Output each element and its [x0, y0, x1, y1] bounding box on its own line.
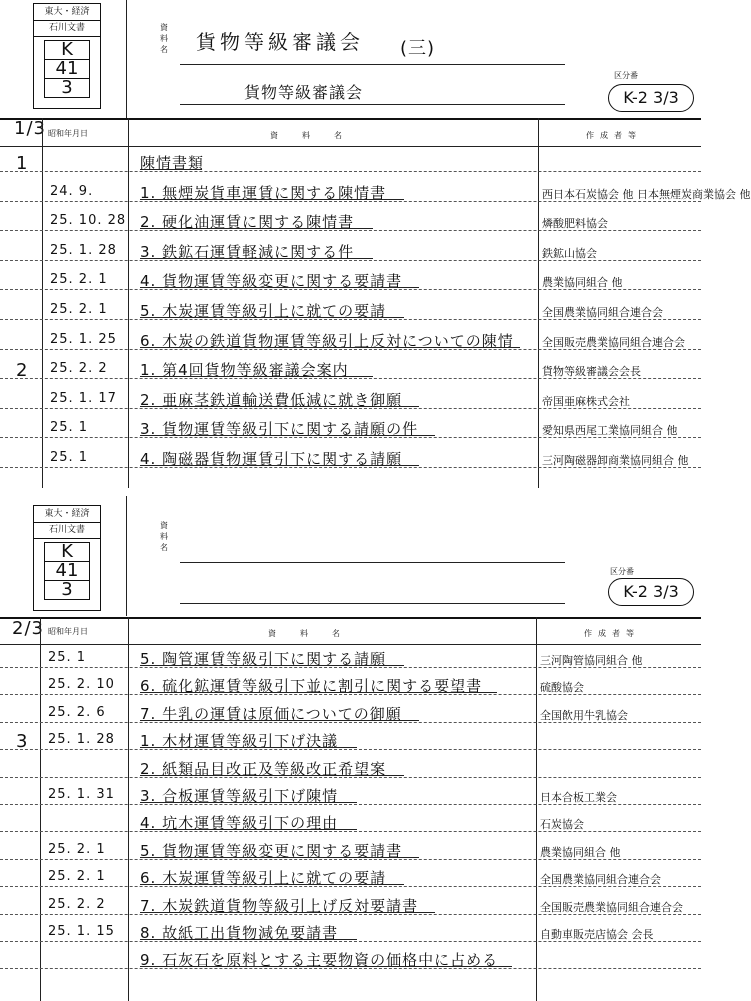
row-rule: [0, 804, 701, 805]
bunrui-label: 区分番: [614, 71, 638, 80]
row-author: 貨物等級審議会会長: [542, 365, 641, 379]
row-document-name: 4. 坑木運賃等級引下の理由: [140, 814, 339, 833]
row-underline: [140, 939, 357, 940]
row-date: 25. 1: [50, 420, 89, 436]
row-document-name: 3. 合板運賃等級引下げ陳情: [140, 787, 339, 805]
row-rule: [0, 437, 701, 438]
row-rule: [0, 749, 701, 750]
row-document-name: 1. 無煙炭貨車運賃に関する陳情書: [140, 183, 387, 202]
row-rule: [0, 349, 701, 350]
row-document-name: 1. 第4回貨物等級審議会案内: [140, 361, 349, 380]
row-underline: [140, 884, 404, 885]
sheet1-author-header: 作成者等: [586, 131, 642, 140]
archive-stamp-2: [33, 505, 101, 611]
row-date: 25. 1. 17: [50, 390, 117, 406]
row-rule: [0, 408, 701, 409]
stamp-line1: 東大・経済: [34, 4, 100, 21]
stamp-line2: 石川文書: [34, 21, 100, 37]
row-document-name: 7. 木炭鉄道貨物等級引上げ反対要請書: [140, 896, 419, 915]
row-underline: [140, 802, 357, 803]
row-document-name: 6. 木炭運賃等級引上に就ての要請: [140, 869, 387, 888]
row-rule: [0, 941, 701, 942]
row-author: 全国農業協同組合連合会: [542, 306, 663, 319]
row-number: 3: [16, 731, 29, 753]
stamp-k: K: [44, 40, 90, 60]
row-date: 25. 2. 6: [48, 704, 106, 720]
row-document-name: 4. 貨物運賃等級変更に関する要請書: [140, 272, 403, 291]
row-document-name: 5. 貨物運賃等級変更に関する要請書: [140, 841, 403, 860]
row-underline: [140, 376, 373, 377]
row-rule: [0, 260, 701, 261]
row-rule: [0, 831, 701, 832]
row-author: 全国販売農業協同組合連合会: [540, 900, 683, 914]
sheet2-author-header: 作成者等: [584, 629, 640, 638]
row-author: 西日本石炭協会 他 日本無煙炭商業協会 他: [542, 187, 751, 201]
row-underline: [140, 720, 419, 721]
row-author: 鉄鉱山協会: [542, 246, 597, 260]
shiryomei-label: 資料名: [160, 23, 168, 54]
row-underline: [140, 747, 357, 748]
row-author: 硫酸協会: [540, 681, 584, 695]
row-author: 自動車販売店協会 会長: [540, 928, 654, 941]
row-document-name: 8. 故紙工出貨物減免要請書: [140, 924, 339, 942]
bunrui-label-2: 区分番: [610, 567, 634, 576]
row-date: 25. 1. 28: [50, 242, 117, 258]
row-number: 2: [16, 360, 29, 382]
row-author: 日本合板工業会: [540, 791, 617, 804]
row-date: 25. 1: [48, 650, 87, 665]
row-underline: [140, 857, 419, 858]
row-document-name: 1. 木材運賃等級引下げ決議: [140, 732, 339, 751]
row-author: 石炭協会: [540, 818, 584, 832]
stamp2-n2: 3: [44, 581, 90, 600]
row-underline: [140, 966, 512, 967]
row-rule: [0, 230, 701, 231]
row-rule: [0, 886, 701, 887]
row-rule: [0, 968, 701, 969]
classification-code: K-2 3/3: [608, 84, 694, 112]
row-rule: [0, 722, 701, 723]
row-document-name: 3. 貨物運賃等級引下に関する請願の件: [140, 420, 419, 439]
row-date: 25. 2. 10: [48, 677, 115, 693]
row-underline: [140, 829, 357, 830]
row-underline: [140, 912, 435, 913]
row-date: 25. 2. 1: [48, 869, 106, 885]
row-document-name: 4. 陶磁器貨物運賃引下に関する請願: [140, 450, 403, 468]
stamp-n2: 3: [44, 79, 90, 98]
row-author: 全国飲用牛乳協会: [540, 708, 628, 722]
row-date: 24. 9.: [50, 183, 94, 199]
row-author: 帝国亜麻株式会社: [542, 394, 630, 408]
row-underline: [140, 435, 435, 436]
row-underline: [140, 199, 404, 200]
row-date: 25. 2. 1: [50, 302, 108, 317]
row-date: 25. 1. 15: [48, 924, 115, 939]
stamp-n1: 41: [44, 60, 90, 79]
row-date: 25. 2. 2: [50, 361, 108, 377]
row-date: 25. 1. 31: [48, 787, 115, 802]
stamp2-line2: 石川文書: [34, 523, 100, 539]
row-rule: [0, 914, 701, 915]
row-underline: [140, 665, 404, 666]
row-date: 25. 2. 1: [50, 272, 108, 288]
row-document-name: 9. 石灰石を原料とする主要物資の価格中に占める: [140, 951, 499, 970]
row-rule: [0, 289, 701, 290]
row-rule: [0, 777, 701, 778]
row-underline: [140, 775, 404, 776]
row-document-name: 5. 木炭運賃等級引上に就ての要請: [140, 302, 387, 320]
row-underline: [140, 347, 520, 348]
row-author: 三河陶磁器卸商業協同組合 他: [542, 454, 689, 467]
row-document-name: 2. 紙類品目改正及等級改正希望案: [140, 759, 387, 778]
row-rule: [0, 859, 701, 860]
sheet1-name-header: 資料名: [270, 131, 366, 140]
row-author: 愛知県西尾工業協同組合 他: [542, 424, 678, 438]
row-underline: [140, 287, 419, 288]
row-underline: [140, 228, 373, 229]
row-document-name: 2. 硬化油運賃に関する陳情書: [140, 213, 355, 232]
sheet2-date-header: 昭和年月日: [48, 627, 88, 636]
row-rule: [0, 319, 701, 320]
archive-stamp: [33, 3, 101, 109]
row-date: 25. 1. 28: [48, 732, 115, 748]
sheet1-date-header: 昭和年月日: [48, 129, 88, 138]
row-author: 農業協同組合 他: [540, 845, 621, 859]
sheet2-page-number: 2/3: [12, 618, 44, 639]
row-date: 25. 2. 2: [48, 896, 106, 912]
row-underline: [140, 406, 419, 407]
classification-code-2: K-2 3/3: [608, 578, 694, 606]
row-document-name: 7. 牛乳の運賃は原価についての御願: [140, 704, 402, 723]
row-rule: [0, 667, 701, 668]
row-date: 25. 10. 28: [50, 213, 127, 229]
sheet1-page-number: 1/3: [14, 118, 46, 139]
row-rule: [0, 694, 701, 695]
row-document-name: 5. 陶管運賃等級引下に関する請願: [140, 650, 387, 668]
row-document-name: 2. 亜麻茎鉄道輸送費低減に就き御願: [140, 390, 403, 409]
row-author: 農業協同組合 他: [542, 276, 623, 290]
row-underline: [140, 465, 419, 466]
document-title-suffix: (三): [400, 38, 436, 59]
row-rule: [0, 201, 701, 202]
row-author: 三河陶管協同組合 他: [540, 654, 643, 667]
row-author: 燐酸肥料協会: [542, 217, 608, 231]
row-date: 25. 1. 25: [50, 331, 117, 347]
row-underline: [140, 258, 373, 259]
row-rule: [0, 171, 701, 172]
row-document-name: 6. 木炭の鉄道貨物運賃等級引上反対についての陳情: [140, 331, 514, 350]
sheet2-name-header: 資料名: [268, 629, 364, 638]
stamp2-n1: 41: [44, 562, 90, 581]
document-subtitle: 貨物等級審議会: [244, 83, 364, 102]
row-underline: [140, 317, 404, 318]
stamp2-line1: 東大・経済: [34, 506, 100, 523]
row-document-name: 陳情書類: [140, 154, 205, 172]
row-date: 25. 1: [50, 450, 89, 465]
stamp2-k: K: [44, 542, 90, 562]
row-author: 全国農業協同組合連合会: [540, 873, 661, 887]
row-underline: [140, 692, 497, 693]
document-title: 貨物等級審議会: [196, 30, 364, 54]
row-date: 25. 2. 1: [48, 841, 106, 857]
row-rule: [0, 467, 701, 468]
row-underline: [140, 169, 202, 170]
shiryomei-label-2: 資料名: [160, 521, 168, 552]
row-number: 1: [16, 153, 29, 174]
row-document-name: 6. 硫化鉱運賃等級引下並に割引に関する要望書: [140, 677, 483, 696]
row-rule: [0, 378, 701, 379]
row-document-name: 3. 鉄鉱石運賃軽減に関する件: [140, 242, 355, 261]
row-author: 全国販売農業協同組合連合会: [542, 335, 685, 349]
